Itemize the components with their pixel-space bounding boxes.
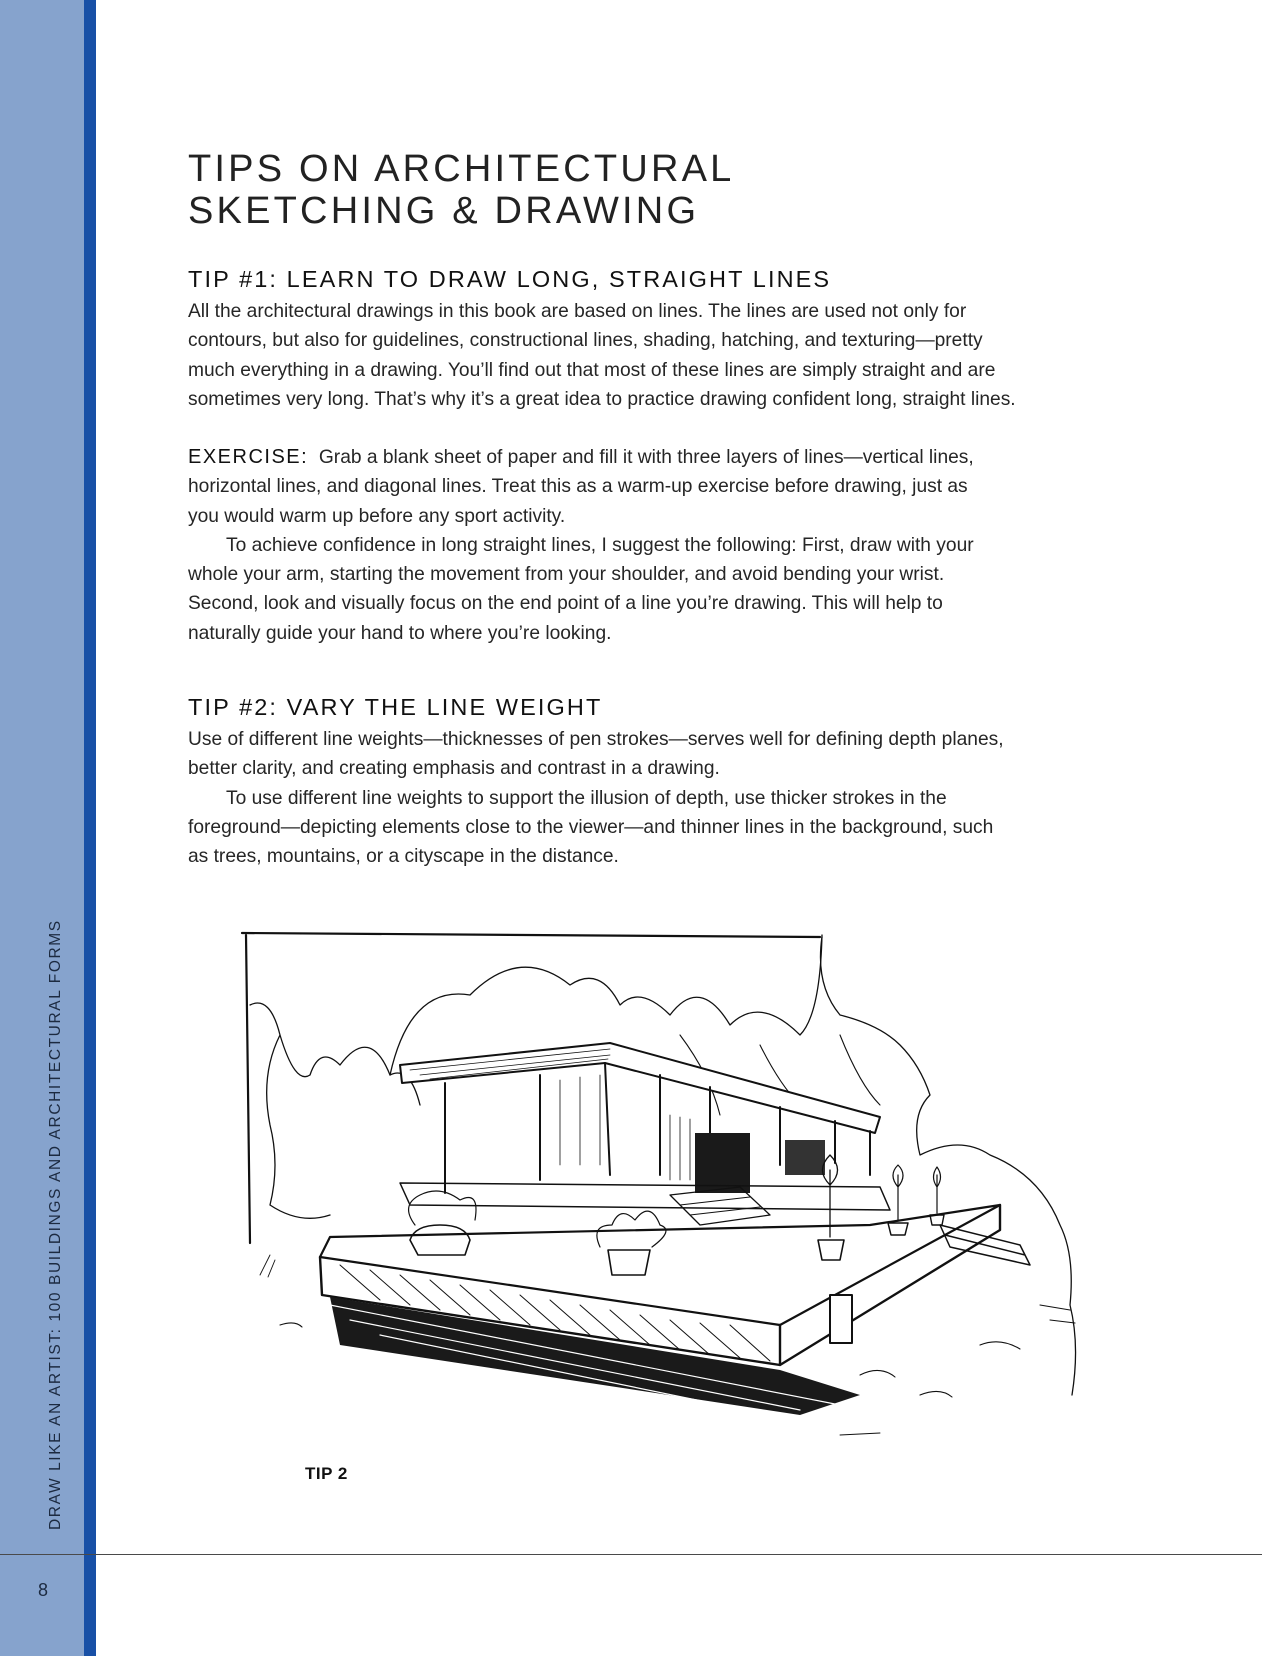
page-title-line-2: SKETCHING & DRAWING	[188, 190, 700, 232]
illustration-caption: TIP 2	[305, 1464, 348, 1483]
tip1-heading: TIP #1: LEARN TO DRAW LONG, STRAIGHT LINES	[188, 266, 832, 292]
house-sketch-illustration	[240, 925, 1140, 1495]
tip1-body	[188, 297, 1188, 414]
tip2-body-line: better clarity, and creating emphasis and contrast in a drawing.	[188, 758, 720, 780]
sidebar-band	[0, 0, 84, 1656]
tip2-depth-line: foreground—depicting elements close to the viewer—and thinner lines in the background, such	[188, 816, 994, 838]
running-head: DRAW LIKE AN ARTIST: 100 BUILDINGS AND ARCHITECTURAL FORMS	[47, 919, 64, 1530]
exercise-label: EXERCISE:	[188, 446, 309, 468]
page-number: 8	[38, 1580, 49, 1600]
tip2-depth-line: as trees, mountains, or a cityscape in the distance.	[188, 846, 619, 868]
page-title	[188, 148, 735, 232]
page-title-line-1: TIPS ON ARCHITECTURAL	[188, 148, 735, 190]
footer-rule	[0, 1554, 1262, 1555]
tip2-depth-line: To use different line weights to support the illusion of depth, use thicker strokes in the	[226, 787, 947, 809]
exercise-text: Grab a blank sheet of paper and fill it with three layers of lines—vertical lines,	[318, 447, 974, 468]
advice-line: Second, look and visually focus on the end point of a line you’re drawing. This will help to	[188, 593, 943, 615]
advice-line: To achieve confidence in long straight lines, I suggest the following: First, draw with your	[226, 534, 974, 556]
advice-line: naturally guide your hand to where you’re looking.	[188, 622, 612, 644]
advice-line: whole your arm, starting the movement from your shoulder, and avoid bending your wrist.	[188, 564, 945, 586]
tip2-heading: TIP #2: VARY THE LINE WEIGHT	[188, 694, 603, 720]
tip1-body-line: much everything in a drawing. You’ll find out that most of these lines are simply straight and are	[188, 359, 996, 381]
tip1-body-line: All the architectural drawings in this book are based on lines. The lines are used not only for	[188, 301, 967, 322]
tip1-body-line: sometimes very long. That’s why it’s a great idea to practice drawing confident long, straight lines.	[188, 388, 1016, 410]
tip2-body-line: Use of different line weights—thicknesses of pen strokes—serves well for defining depth planes,	[188, 729, 1004, 750]
exercise-line	[188, 443, 1188, 472]
sidebar-edge-stripe	[84, 0, 96, 1656]
exercise-line: you would warm up before any sport activity.	[188, 505, 566, 527]
exercise-line: horizontal lines, and diagonal lines. Treat this as a warm-up exercise before drawing, just as	[188, 476, 968, 498]
tip2-body	[188, 725, 1188, 871]
exercise-paragraph	[188, 443, 1188, 648]
tip1-body-line: contours, but also for guidelines, constructional lines, shading, hatching, and texturing—pretty	[188, 330, 983, 352]
